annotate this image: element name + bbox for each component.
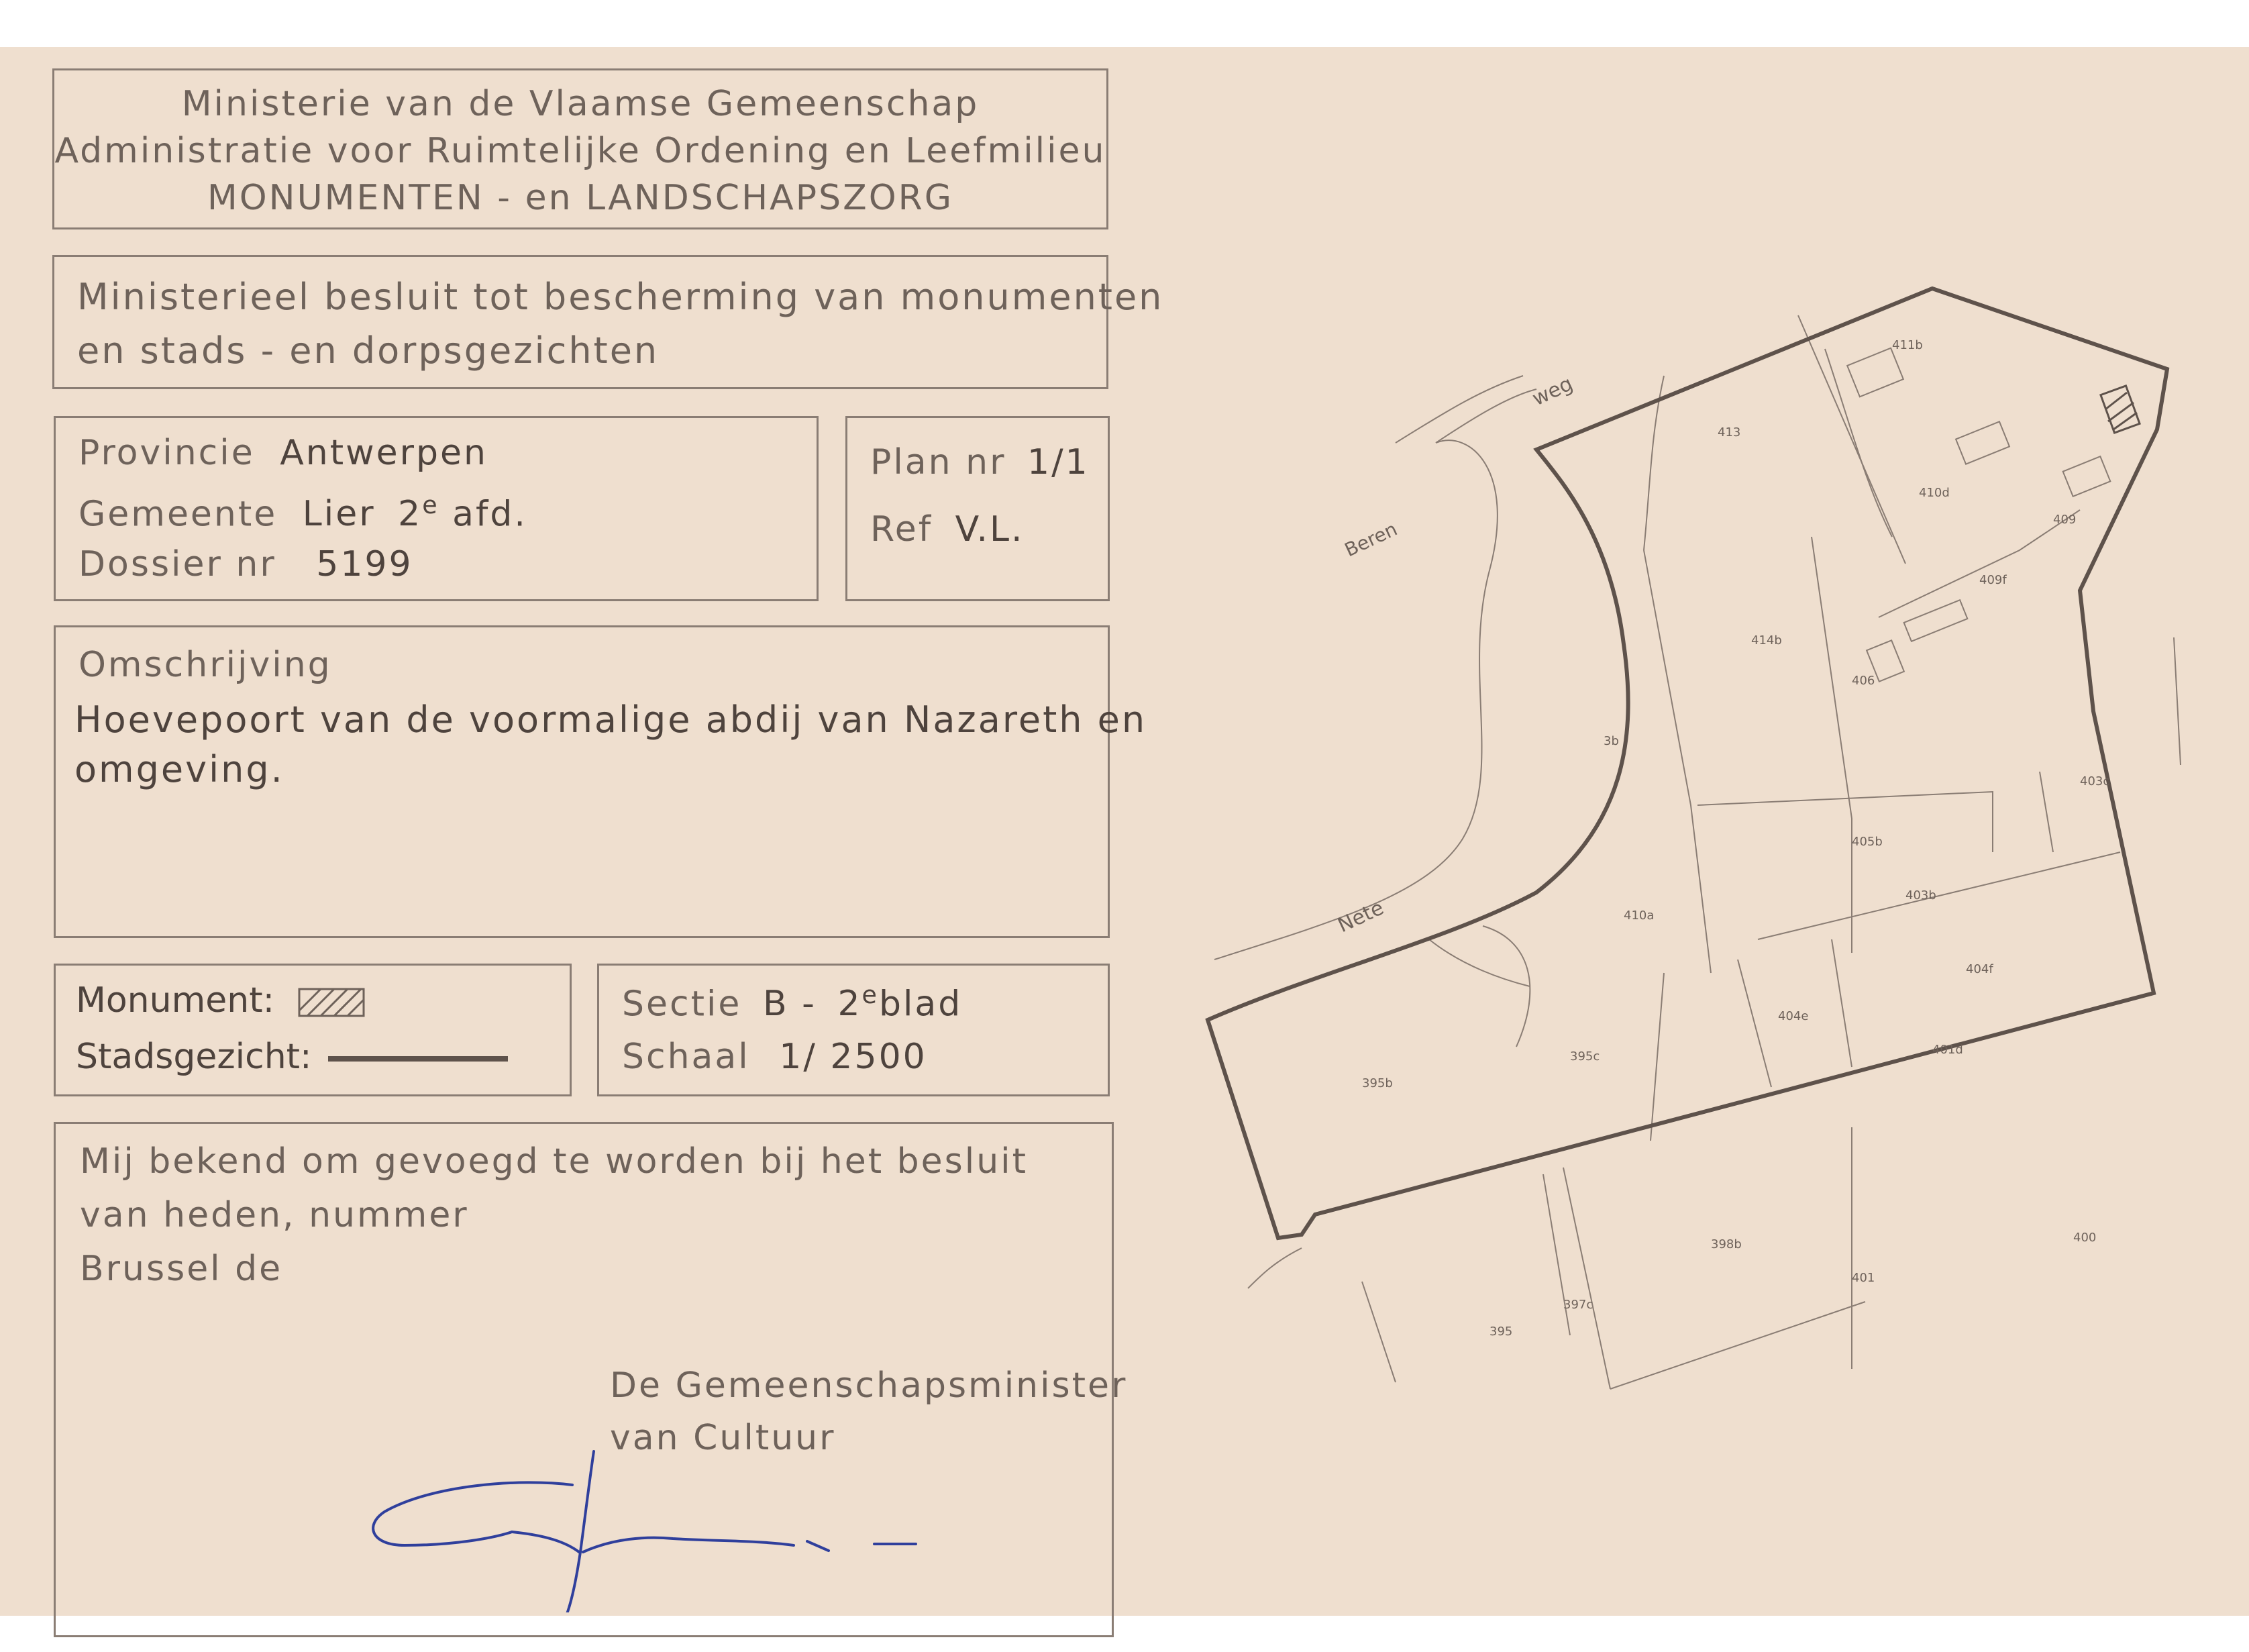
monument-label: Monument: <box>76 980 275 1021</box>
plan-label: Plan nr <box>870 442 1006 482</box>
parcel-label: 413 <box>1718 425 1741 440</box>
street-label-weg: weg <box>1528 372 1577 411</box>
parcel-label: 409 <box>2053 513 2077 527</box>
parcel-label: 404e <box>1778 1009 1809 1023</box>
scale-value: 1/ 2500 <box>779 1037 927 1077</box>
parcel-label: 411b <box>1892 338 1923 352</box>
department-name: MONUMENTEN - en LANDSCHAPSZORG <box>207 178 954 218</box>
monument-hatch <box>2101 386 2140 433</box>
protected-area-boundary <box>1208 289 2167 1238</box>
plan-number: 1/1 <box>1027 442 1090 482</box>
description-label: Omschrijving <box>79 645 332 685</box>
ref-label: Ref <box>870 509 933 550</box>
parcel-label: 395b <box>1362 1076 1393 1090</box>
parcel-label: 404f <box>1966 962 1993 976</box>
parcel-label: 414b <box>1751 633 1782 648</box>
parcel-label: 406 <box>1852 674 1875 688</box>
parcel-label: 410a <box>1624 909 1655 923</box>
ministry-name: Ministerie van de Vlaamse Gemeenschap <box>181 84 980 124</box>
municipality-value: Lier <box>302 494 376 535</box>
division-superscript: e <box>422 491 439 519</box>
sheet-number: 2 <box>837 984 862 1025</box>
municipality-label: Gemeente <box>79 494 278 535</box>
minister-department: van Cultuur <box>610 1418 836 1458</box>
parcel-label: 401 <box>1852 1271 1875 1285</box>
minister-title: De Gemeenschapsminister <box>610 1365 1128 1406</box>
administration-name: Administratie voor Ruimtelijke Ordening en Leefmilieu <box>54 131 1106 171</box>
parcel-label: 397c <box>1563 1298 1593 1312</box>
cityscape-label: Stadsgezicht: <box>76 1037 312 1077</box>
parcel-label: 400 <box>2073 1231 2097 1245</box>
parcel-label: 409f <box>1979 573 2007 587</box>
section-value: B - <box>762 984 817 1025</box>
province-value: Antwerpen <box>280 433 488 473</box>
dossier-number: 5199 <box>316 544 413 584</box>
sheet-superscript: e <box>861 980 879 1009</box>
description-line-1: Hoevepoort van de voormalige abdij van Nazareth en <box>74 699 1147 741</box>
description-line-2: omgeving. <box>74 748 284 790</box>
dossier-label: Dossier nr <box>79 544 276 584</box>
parcel-label: 403b <box>1905 888 1936 902</box>
street-label-beren: Beren <box>1341 517 1401 562</box>
scale-label: Schaal <box>622 1037 750 1077</box>
division-suffix: afd. <box>452 494 527 535</box>
division-number: 2 <box>398 494 423 535</box>
parcel-label: 405b <box>1852 835 1883 849</box>
approval-line-2: van heden, nummer <box>80 1195 469 1235</box>
parcel-label: 395c <box>1570 1049 1600 1064</box>
river-label: Nete <box>1334 896 1388 938</box>
approval-line-1: Mij bekend om gevoegd te worden bij het besluit <box>80 1141 1028 1182</box>
parcel-label: 401d <box>1932 1043 1963 1057</box>
section-label: Sectie <box>622 984 742 1025</box>
decree-line-2: en stads - en dorpsgezichten <box>77 329 660 372</box>
parcel-number-labels <box>1362 338 2109 1339</box>
parcel-label: 395 <box>1489 1325 1513 1339</box>
parcel-label: 403c <box>2080 774 2110 788</box>
sheet-label: blad <box>878 984 963 1025</box>
province-label: Provincie <box>79 433 255 473</box>
approval-line-3: Brussel de <box>80 1249 283 1289</box>
ref-value: V.L. <box>955 509 1025 550</box>
parcel-label: 410d <box>1919 486 1950 500</box>
parcel-label: 3b <box>1604 734 1619 748</box>
decree-line-1: Ministerieel besluit tot bescherming van monumenten <box>77 276 1164 318</box>
parcel-label: 398b <box>1711 1237 1742 1251</box>
